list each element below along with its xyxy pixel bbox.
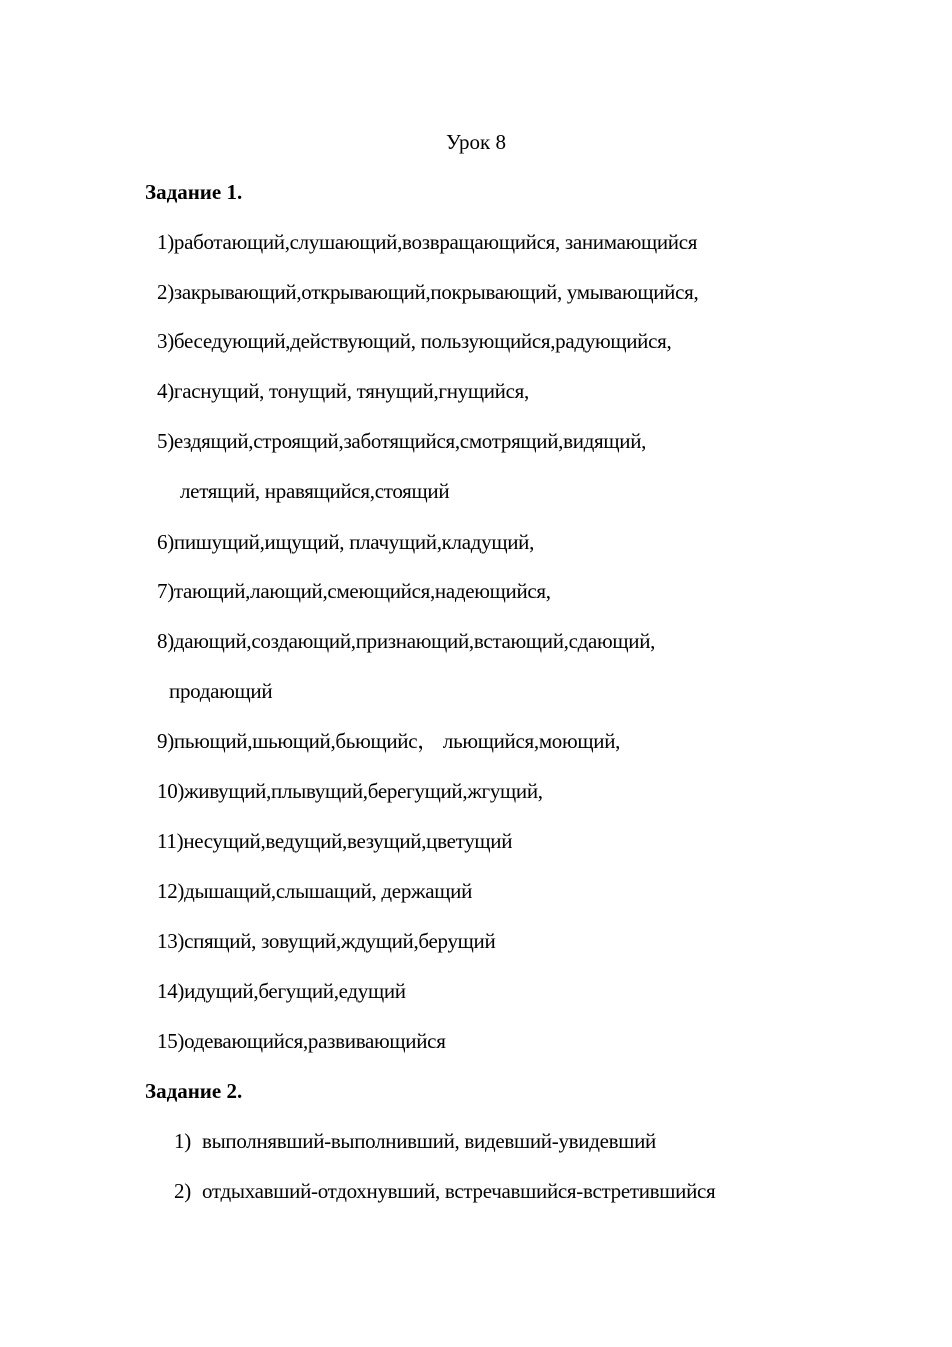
task-1-line-15: 15)одевающийся,развивающийся <box>157 1029 446 1053</box>
lesson-title: Урок 8 <box>446 130 506 154</box>
task-1-line-5: 5)ездящий,строящий,заботящийся,смотрящий,видящий, <box>157 429 647 453</box>
task-2-item-1 <box>174 1127 656 1155</box>
task-1-line-13: 13)спящий, зовущий,ждущий,берущий <box>157 929 496 953</box>
task-1-line-5-continued: летящий, нравящийся,стоящий <box>180 479 450 503</box>
task-1-line-8: 8)дающий,создающий,признающий,встающий,сдающий, <box>157 629 656 653</box>
task-1-line-12: 12)дышащий,слышащий, держащий <box>157 879 473 903</box>
task-1-line-6: 6)пишущий,ищущий, плачущий,кладущий, <box>157 530 535 554</box>
task-1-line-11: 11)несущий,ведущий,везущий,цветущий <box>157 829 513 853</box>
task-1-line-14: 14)идущий,бегущий,едущий <box>157 979 406 1003</box>
task-1-line-4: 4)гаснущий, тонущий, тянущий,гнущийся, <box>157 379 529 403</box>
task-1-line-1: 1)работающий,слушающий,возвращающийся, занимающийся <box>157 230 698 254</box>
task-1-line-2: 2)закрывающий,открывающий,покрывающий, умывающийся, <box>157 280 699 304</box>
task-1-line-7: 7)тающий,лающий,смеющийся,надеющийся, <box>157 579 551 603</box>
task-2-item-2-number: 2) <box>174 1179 191 1203</box>
task-1-line-10: 10)живущий,плывущий,берегущий,жгущий, <box>157 779 543 803</box>
task-1-heading: Задание 1. <box>145 180 243 204</box>
task-2-item-1-text: выполнявший-выполнивший, видевший-увидевший <box>202 1129 656 1153</box>
task-1-line-8-continued: продающий <box>169 679 273 703</box>
task-1-line-9: 9)пьющий,шьющий,бьющийс， льющийся,моющий, <box>157 729 621 753</box>
task-2-item-1-number: 1) <box>174 1129 191 1153</box>
task-2-item-2 <box>174 1177 715 1205</box>
task-1-line-3: 3)беседующий,действующий, пользующийся,радующийся, <box>157 329 672 353</box>
task-2-heading: Задание 2. <box>145 1079 243 1103</box>
task-2-item-2-text: отдыхавший-отдохнувший, встречавшийся-встретившийся <box>202 1179 716 1203</box>
